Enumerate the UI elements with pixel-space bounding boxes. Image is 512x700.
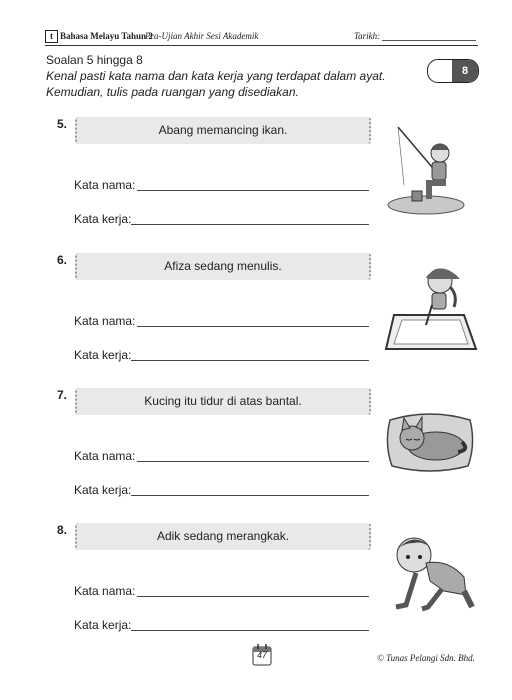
date-label: Tarikh: (354, 31, 381, 41)
question-6 (0, 253, 512, 383)
marks-value: 8 (452, 60, 478, 82)
cat-on-pillow-picture (384, 406, 476, 476)
sentence-box: Abang memancing ikan. (75, 117, 371, 144)
noun-answer-line[interactable] (137, 326, 369, 327)
verb-label: Kata kerja: (74, 212, 132, 226)
question-8 (0, 523, 512, 653)
book-title: Bahasa Melayu Tahun 2 (60, 31, 153, 41)
page-number-value: 47 (256, 650, 267, 660)
boy-fishing-picture (384, 125, 466, 217)
page-number (252, 642, 272, 666)
instruction (46, 68, 416, 100)
header-divider (45, 45, 478, 46)
question-number: 5. (57, 117, 68, 131)
verb-label: Kata kerja: (74, 483, 132, 497)
section-heading: Soalan 5 hingga 8 (46, 53, 143, 67)
verb-answer-line[interactable] (131, 495, 369, 496)
noun-answer-line[interactable] (137, 190, 369, 191)
verb-answer-line[interactable] (131, 360, 369, 361)
instruction-line-1: Kenal pasti kata nama dan kata kerja yang terdapat dalam ayat. (46, 69, 386, 83)
baby-crawling-picture (382, 533, 478, 617)
sentence-box: Afiza sedang menulis. (75, 253, 371, 280)
noun-label: Kata nama: (74, 178, 136, 192)
girl-writing-picture (384, 265, 478, 351)
question-7 (0, 388, 512, 518)
question-number: 7. (57, 388, 68, 402)
noun-answer-line[interactable] (137, 461, 369, 462)
marks-badge (427, 59, 479, 83)
sentence-box: Kucing itu tidur di atas bantal. (75, 388, 371, 415)
verb-answer-line[interactable] (131, 224, 369, 225)
page-header (0, 0, 512, 44)
verb-label: Kata kerja: (74, 348, 132, 362)
noun-label: Kata nama: (74, 449, 136, 463)
question-number: 6. (57, 253, 68, 267)
question-number: 8. (57, 523, 68, 537)
instruction-line-2: Kemudian, tulis pada ruangan yang disediakan. (46, 85, 299, 99)
noun-label: Kata nama: (74, 584, 136, 598)
verb-answer-line[interactable] (131, 630, 369, 631)
date-field[interactable] (382, 40, 476, 41)
book-subtitle: Pra-Ujian Akhir Sesi Akademik (145, 31, 259, 41)
noun-answer-line[interactable] (137, 596, 369, 597)
publisher-logo: t (45, 30, 58, 43)
question-5 (0, 117, 512, 247)
sentence-box: Adik sedang merangkak. (75, 523, 371, 550)
copyright: © Tunas Pelangi Sdn. Bhd. (377, 653, 475, 663)
noun-label: Kata nama: (74, 314, 136, 328)
verb-label: Kata kerja: (74, 618, 132, 632)
